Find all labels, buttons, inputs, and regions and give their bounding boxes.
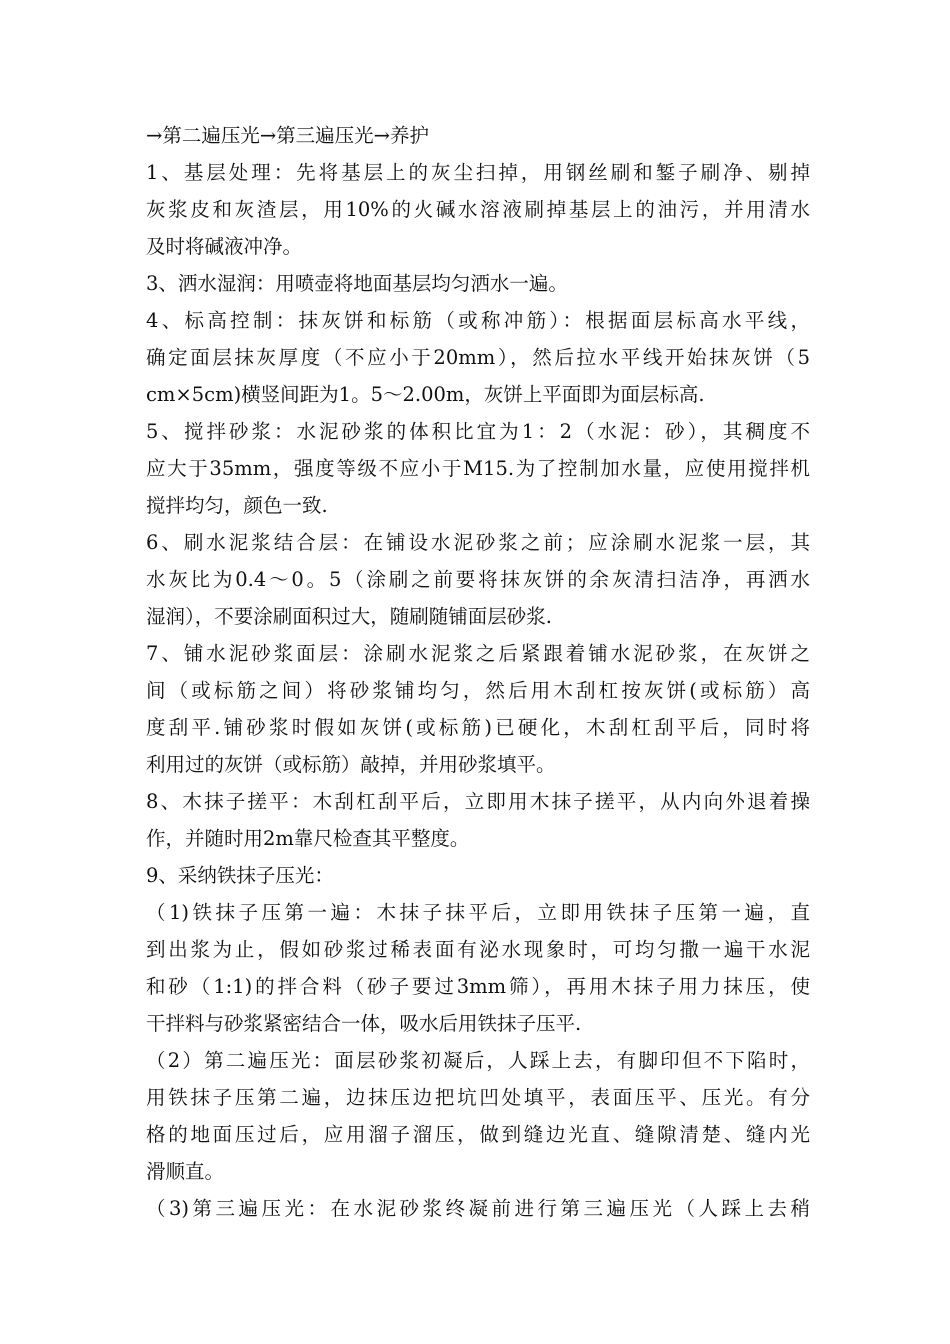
text-line: 搅拌均匀，颜色一致. (146, 494, 328, 517)
text-line: 3、洒水湿润：用喷壶将地面基层均匀洒水一遍。 (146, 272, 568, 295)
text-line: 1、基层处理：先将基层上的灰尘扫掉，用钢丝刷和錾子刷净、剔掉 (146, 161, 810, 184)
text-line: 及时将碱液冲净。 (146, 235, 303, 258)
text-line: （2）第二遍压光：面层砂浆初凝后，人踩上去，有脚印但不下陷时， (146, 1049, 810, 1072)
text-line: 7、铺水泥砂浆面层：涂刷水泥浆之后紧跟着铺水泥砂浆，在灰饼之 (146, 642, 810, 665)
text-line: 9、采纳铁抹子压光： (146, 864, 334, 887)
text-line: 和砂（1:1)的拌合料（砂子要过3mm筛），再用木抹子用力抹压，使 (146, 975, 810, 998)
text-line: 间（或标筋之间）将砂浆铺均匀，然后用木刮杠按灰饼(或标筋）高 (146, 679, 810, 702)
text-line: 5、搅拌砂浆：水泥砂浆的体积比宜为1：2（水泥：砂），其稠度不 (146, 420, 810, 443)
text-line: （1)铁抹子压第一遍：木抹子抹平后，立即用铁抹子压第一遍，直 (146, 901, 810, 924)
text-line: cm×5cm)横竖间距为1。5～2.00m，灰饼上平面即为面层标高. (146, 383, 705, 406)
text-line: 应大于35mm，强度等级不应小于M15.为了控制加水量，应使用搅拌机 (146, 457, 810, 480)
text-line: 用铁抹子压第二遍，边抹压边把坑凹处填平，表面压平、压光。有分 (146, 1086, 810, 1109)
text-line: 湿润），不要涂刷面积过大，随刷随铺面层砂浆. (146, 605, 552, 628)
text-line: 格的地面压过后，应用溜子溜压，做到缝边光直、缝隙清楚、缝内光 (146, 1123, 810, 1146)
text-line: →第二遍压光→第三遍压光→养护 (146, 124, 430, 147)
text-line: 6、刷水泥浆结合层：在铺设水泥砂浆之前；应涂刷水泥浆一层，其 (146, 531, 810, 554)
text-line: 度刮平.铺砂浆时假如灰饼(或标筋)已硬化，木刮杠刮平后，同时将 (146, 716, 810, 739)
text-line: 灰浆皮和灰渣层，用10%的火碱水溶液刷掉基层上的油污，并用清水 (146, 198, 810, 221)
document-body (146, 117, 810, 1227)
text-line: （3)第三遍压光：在水泥砂浆终凝前进行第三遍压光（人踩上去稍 (146, 1197, 810, 1220)
text-line: 确定面层抹灰厚度（不应小于20mm），然后拉水平线开始抹灰饼（5 (146, 346, 810, 369)
text-line: 水灰比为0.4～0。5（涂刷之前要将抹灰饼的余灰清扫洁净，再洒水 (146, 568, 810, 591)
text-line: 利用过的灰饼（或标筋）敲掉，并用砂浆填平。 (146, 753, 556, 776)
text-line: 干拌料与砂浆紧密结合一体，吸水后用铁抹子压平. (146, 1012, 582, 1035)
text-line: 作，并随时用2m靠尺检查其平整度。 (146, 827, 470, 850)
text-line: 8、木抹子搓平：木刮杠刮平后，立即用木抹子搓平，从内向外退着操 (146, 790, 810, 813)
text-line: 4、标高控制：抹灰饼和标筋（或称冲筋）：根据面层标高水平线， (146, 309, 810, 332)
text-line: 到出浆为止，假如砂浆过稀表面有泌水现象时，可均匀撒一遍干水泥 (146, 938, 810, 961)
text-line: 滑顺直。 (146, 1160, 225, 1183)
